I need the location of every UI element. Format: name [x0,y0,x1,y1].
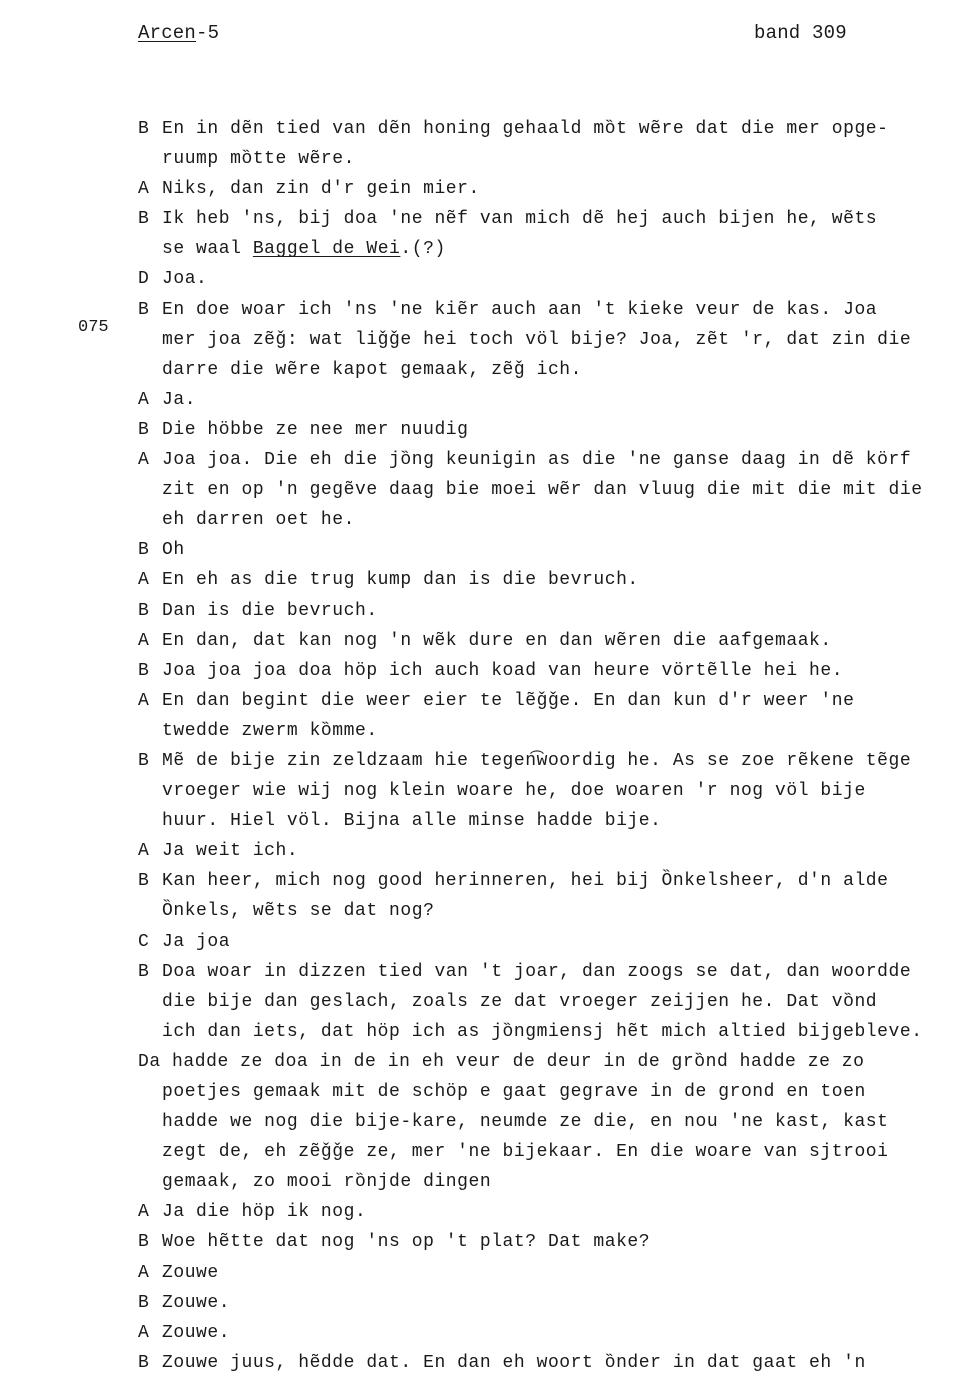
transcript-line [138,806,973,836]
utterance-text [162,264,207,294]
utterance-main: Niks, dan zin d'r gein mier. [162,179,480,200]
document-part: -5 [196,22,220,44]
transcript-line [138,204,973,234]
utterance-text [162,1258,219,1288]
transcript-line [138,325,973,355]
utterance-text [162,1107,889,1137]
underlined-name: Baggel de Wei [252,239,401,260]
document-place: Arcen [138,22,197,44]
transcript-line [138,505,973,535]
speaker-label: A [138,690,150,711]
utterance-text [162,415,469,445]
utterance-text [162,1137,889,1167]
utterance-main: Ja joa [162,931,231,952]
speaker-label: B [138,299,150,320]
utterance-text [162,686,854,716]
utterance-main: Mẽ de bije zin zeldzaam hie tegen͡woordig he. As se zoe rẽkene tẽge [162,750,912,771]
utterance-text [162,1017,923,1047]
utterance-main: eh darren oet he. [162,510,355,531]
utterance-text [162,987,877,1017]
utterance-main: Dan is die bevruch. [162,600,378,621]
utterance-main: En doe woar ich 'ns 'ne kiẽr auch aan 't kieke veur de kas. Joa [162,299,878,320]
speaker-label: B [138,871,150,892]
utterance-main: poetjes gemaak mit de schöp e gaat gegrave in de grond en toen [162,1082,866,1102]
utterance-main: En eh as die trug kump dan is die bevruch. [162,570,639,591]
transcript-line [138,1167,973,1197]
speaker-label: A [138,1262,150,1283]
utterance-main: Ik heb 'ns, bij doa 'ne nẽf van mich dẽ hej auch bijen he, wẽts [162,209,878,230]
transcript-line [138,1258,973,1288]
speaker-label: B [138,961,150,982]
speaker-label: B [138,119,150,139]
speaker-label: A [138,1322,150,1343]
speaker-label: B [138,660,150,681]
utterance-main: Joa. [162,269,208,290]
transcript-line [138,1197,973,1227]
transcript-line [138,1227,973,1257]
utterance-main: Kan heer, mich nog good herinneren, hei bij Ȍnkelsheer, d'n alde [162,871,889,892]
utterance-text [162,596,378,626]
utterance-text [162,896,434,926]
transcript-line [138,1047,973,1077]
utterance-main: Ȍnkels, wẽts se dat nog? [162,901,435,922]
transcript-line [138,475,973,505]
transcript-line [138,1288,973,1318]
utterance-text [162,565,639,595]
transcript-line [138,144,973,174]
utterance-text [162,174,480,204]
utterance-main: Joa joa. Die eh die jȍng keunigin as die 'ne ganse daag in dẽ körf [162,450,912,471]
utterance-main: se waal [162,239,242,260]
utterance-main: Zouwe juus, hẽdde dat. En dan eh woort ȍnder in dat gaat eh 'n [162,1352,866,1373]
utterance-text [162,295,877,325]
transcript-line [138,565,973,595]
speaker-label: A [138,389,150,410]
utterance-text [162,716,378,746]
utterance-text [162,355,582,385]
transcript-line [138,1077,973,1107]
document-id [138,22,219,44]
speaker-label: B [138,750,150,771]
utterance-tail: .(?) [400,239,446,260]
utterance-text [162,325,911,355]
utterance-main: zit en op 'n gegẽve daag bie moei wẽr dan vluug die mit die mit die [162,480,923,501]
utterance-main: Ja die höp ik nog. [162,1202,367,1223]
tape-number: band 309 [754,22,847,44]
utterance-main: Joa joa joa doa höp ich auch koad van heure vörtẽlle hei he. [162,660,844,681]
utterance-main: Ja weit ich. [162,841,299,862]
utterance-main: Doa woar in dizzen tied van 't joar, dan zoogs se dat, dan woordde [162,961,912,982]
utterance-text [162,1348,866,1378]
utterance-main: Zouwe. [162,1322,231,1343]
transcript-line [138,746,973,776]
utterance-text [162,1318,230,1348]
utterance-main: vroeger wie wij nog klein woare he, doe woaren 'r nog völ bije [162,781,866,802]
speaker-label: B [138,209,150,230]
utterance-text [162,114,889,144]
transcript-line [138,174,973,204]
transcript-line [138,836,973,866]
transcript-line [138,927,973,957]
utterance-text [162,957,911,987]
transcript-line [138,1107,973,1137]
utterance-main: gemaak, zo mooi rȍnjde dingen [162,1172,492,1193]
utterance-main: hadde we nog die bije-kare, neumde ze die, en nou 'ne kast, kast [162,1112,889,1133]
utterance-text [162,1288,230,1318]
utterance-main: mer joa zẽǧ: wat liǧǧe hei toch völ bije? Joa, zẽt 'r, dat zin die [162,329,912,350]
transcript-line [138,295,973,325]
utterance-main: En in dẽn tied van dẽn honing gehaald mȍt wẽre dat die mer opge- [162,119,889,139]
utterance-main: Die höbbe ze nee mer nuudig [162,419,469,440]
utterance-text [162,385,196,415]
utterance-text [162,1167,491,1197]
utterance-text [162,626,832,656]
speaker-label: B [138,600,150,621]
utterance-main: En dan begint die weer eier te lẽǧǧe. En dan kun d'r weer 'ne [162,690,855,711]
speaker-label: B [138,540,150,561]
transcript-line [138,1318,973,1348]
utterance-main: darre die wẽre kapot gemaak, zẽǧ ich. [162,359,583,380]
tape-counter-marker: 075 [78,318,109,337]
utterance-text [162,776,866,806]
transcript-line [138,987,973,1017]
transcript-line [138,1348,973,1378]
utterance-main: die bije dan geslach, zoals ze dat vroeger zeijjen he. Dat vȍnd [162,991,878,1012]
transcript-line [138,776,973,806]
utterance-text [162,535,185,565]
speaker-label: B [138,1232,150,1253]
speaker-label: B [138,419,150,440]
utterance-text [162,234,446,264]
utterance-text [162,656,843,686]
speaker-label: D [138,269,150,290]
utterance-main: Zouwe [162,1262,219,1283]
speaker-label: A [138,179,150,200]
transcript-line [138,355,973,385]
transcript-line [138,957,973,987]
transcript-line [138,1017,973,1047]
transcript-line [138,866,973,896]
speaker-label: B [138,1292,150,1313]
transcript-line [138,896,973,926]
utterance-text [162,445,911,475]
transcript-line [138,415,973,445]
transcript-line [138,1137,973,1167]
utterance-text [162,836,298,866]
utterance-main: ich dan iets, dat höp ich as jȍngmiensj hẽt mich altied bijgebleve. [162,1021,923,1042]
utterance-text [162,866,889,896]
transcript-line [138,385,973,415]
transcript-line [138,656,973,686]
speaker-label: A [138,841,150,862]
transcript-line [138,626,973,656]
transcript-body [138,114,973,1378]
transcript-line [138,686,973,716]
transcript-line [138,445,973,475]
utterance-main: ruump mȍtte wẽre. [162,149,355,170]
transcript-line [138,535,973,565]
utterance-main: Ja. [162,389,197,410]
utterance-main: huur. Hiel völ. Bijna alle minse hadde bije. [162,811,662,832]
speaker-label: A [138,450,150,471]
utterance-text [162,204,877,234]
utterance-text [162,505,355,535]
speaker-label: B [138,1352,150,1373]
transcript-line [138,114,973,144]
speaker-label: A [138,1202,150,1223]
speaker-label: A [138,570,150,591]
utterance-text [162,746,911,776]
utterance-text [162,475,923,505]
transcript-line [138,264,973,294]
utterance-main: Da hadde ze doa in de in eh veur de deur in de grȍnd hadde ze zo [138,1051,865,1072]
utterance-text [162,1077,866,1107]
utterance-text [162,1227,650,1257]
utterance-main: Zouwe. [162,1292,231,1313]
utterance-text [162,144,355,174]
transcript-line [138,716,973,746]
utterance-main: En dan, dat kan nog 'n wẽk dure en dan wẽren die aafgemaak. [162,630,832,651]
speaker-label: A [138,630,150,651]
utterance-text [162,1197,366,1227]
utterance-text [162,806,661,836]
utterance-text [138,1047,865,1077]
speaker-label: C [138,931,150,952]
utterance-main: twedde zwerm kȍmme. [162,720,378,741]
utterance-main: Woe hẽtte dat nog 'ns op 't plat? Dat make? [162,1232,651,1253]
utterance-main: Oh [162,540,185,561]
transcript-line [138,596,973,626]
utterance-main: zegt de, eh zẽǧǧe ze, mer 'ne bijekaar. En die woare van sjtrooi [162,1142,889,1163]
transcript-line [138,234,973,264]
utterance-text [162,927,230,957]
